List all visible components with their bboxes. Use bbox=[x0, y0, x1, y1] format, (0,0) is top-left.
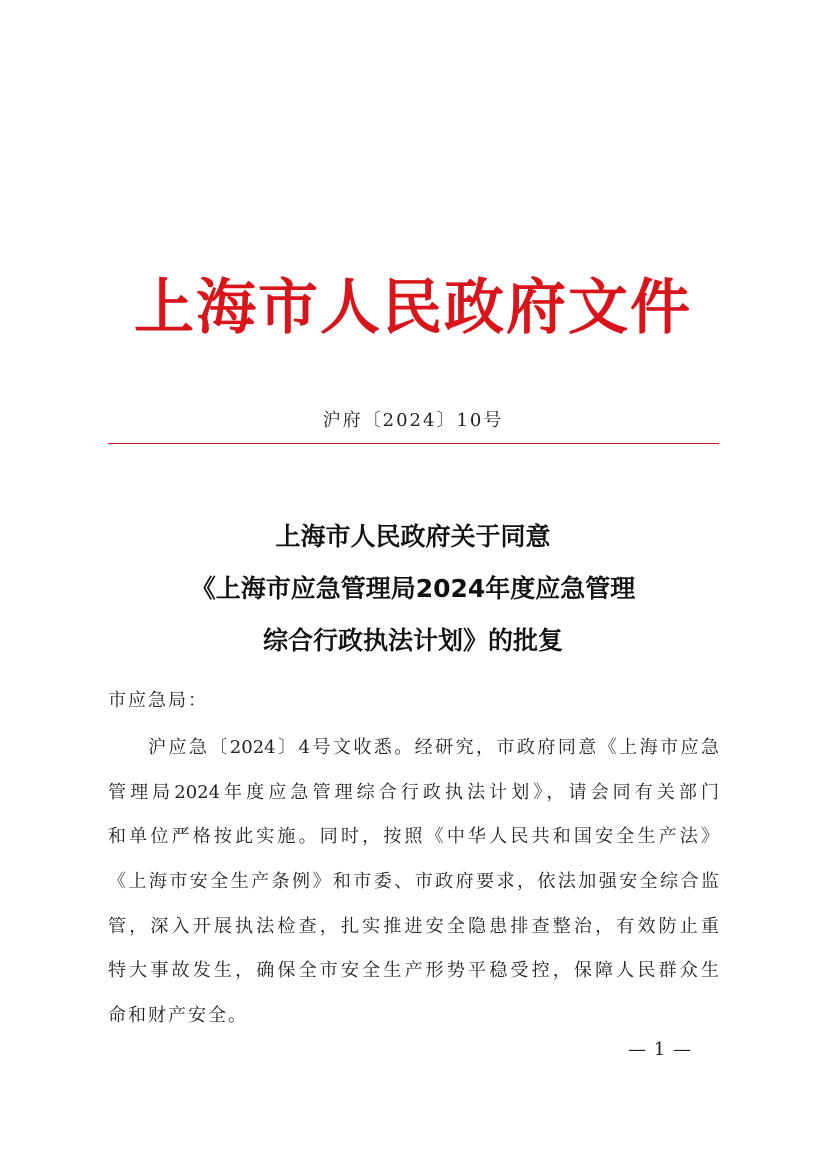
body-line: 和单位严格按此实施。同时，按照《中华人民共和国安全生产法》 bbox=[108, 826, 719, 847]
body-line: 特大事故发生，确保全市安全生产形势平稳受控，保障人民群众生 bbox=[108, 960, 719, 981]
body-line: 命和财产安全。 bbox=[108, 1005, 248, 1026]
masthead-title: 上海市人民政府文件 bbox=[134, 273, 692, 343]
body-line: 管，深入开展执法检查，扎实推进安全隐患排查整治，有效防止重 bbox=[108, 916, 719, 937]
page-number: — 1 — bbox=[628, 1039, 692, 1060]
body-line: 管理局2024年度应急管理综合行政执法计划》，请会同有关部门 bbox=[108, 782, 719, 803]
body-line: 《上海市安全生产条例》和市委、市政府要求，依法加强安全综合监 bbox=[108, 871, 719, 892]
salutation: 市应急局： bbox=[108, 690, 208, 711]
document-title-line-2: 《上海市应急管理局2024年度应急管理 bbox=[190, 574, 636, 603]
document-title-line-1: 上海市人民政府关于同意 bbox=[275, 522, 551, 551]
document-title-line-3: 综合行政执法计划》的批复 bbox=[262, 626, 563, 655]
red-divider bbox=[108, 443, 719, 444]
body-line: 沪应急〔2024〕4号文收悉。经研究，市政府同意《上海市应急 bbox=[148, 737, 719, 758]
document-number: 沪府〔2024〕10号 bbox=[322, 410, 504, 431]
